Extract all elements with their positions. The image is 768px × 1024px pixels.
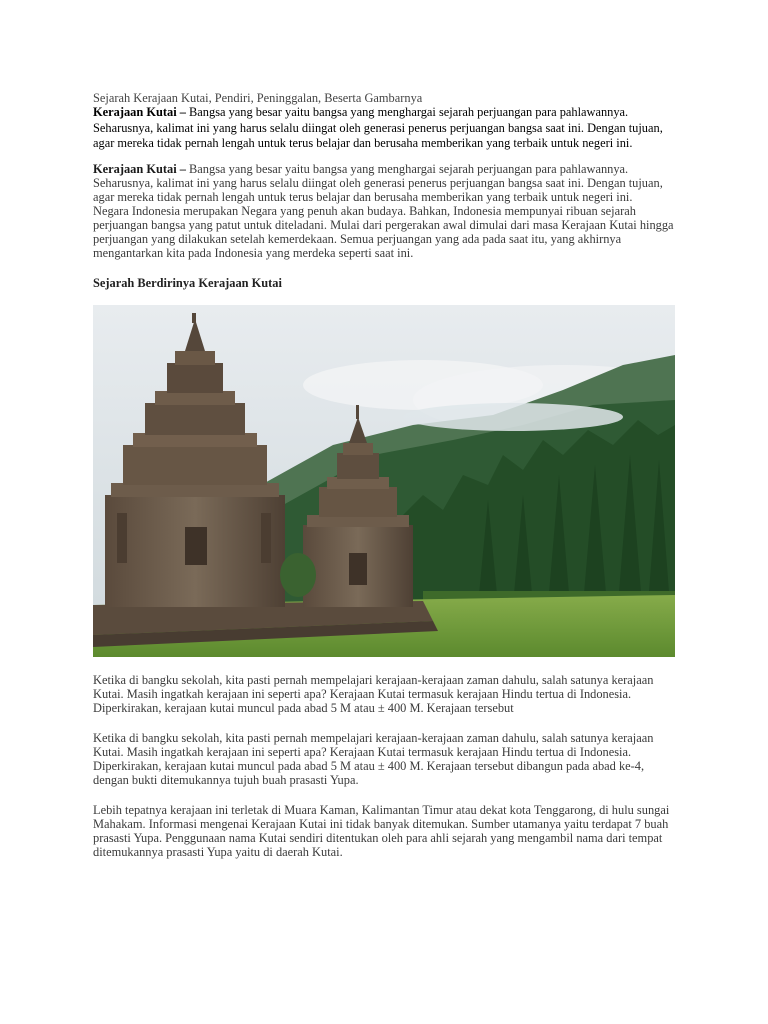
school-paragraph-1: Ketika di bangku sekolah, kita pasti pernah mempelajari kerajaan-kerajaan zaman dahulu, salah satunya kerajaan Kutai. Masih ingatkah kerajaan ini seperti apa? Kerajaan Kutai termasuk kerajaan Hindu tertua di Indonesia. Diperkirakan, kerajaan kutai muncul pada abad 5 M atau ± 400 M. Kerajaan tersebut [93,672,654,715]
intro-lead: Kerajaan Kutai – [93,105,186,119]
temple-photo [93,305,675,657]
location-paragraph: Lebih tepatnya kerajaan ini terletak di Muara Kaman, Kalimantan Timur atau dekat kota Tenggarong, di hulu sungai Mahakam. Informasi mengenai Kerajaan Kutai ini tidak banyak ditemukan. Sumber utamanya yaitu terdapat 7 buah prasasti Yupa. Penggunaan nama Kutai sendiri ditentukan oleh para ahli sejarah yang mengambil nama dari tempat ditemukannya prasasti Yupa yaitu di daerah Kutai. [93,802,670,859]
intro-repeat-paragraph [93,162,675,204]
intro-text: Bangsa yang besar yaitu bangsa yang menghargai sejarah perjuangan para pahlawannya. Seharusnya, kalimat ini yang harus selalu diingat oleh generasi penerus perjuangan bangsa saat ini. Dengan tujuan, agar mereka tidak pernah lengah untuk terus belajar dan berusaha memberikan yang terbaik untuk negeri ini. [93,105,663,150]
document-page [93,91,675,859]
document-title: Sejarah Kerajaan Kutai, Pendiri, Peninggalan, Beserta Gambarnya [93,91,423,105]
intro-repeat-text: Bangsa yang besar yaitu bangsa yang menghargai sejarah perjuangan para pahlawannya. Seharusnya, kalimat ini yang harus selalu diingat oleh generasi penerus perjuangan bangsa saat ini. Dengan tujuan, agar mereka tidak pernah lengah untuk terus belajar dan berusaha memberikan yang terbaik untuk negeri ini. [93,161,663,204]
intro-paragraph [93,105,675,152]
intro-repeat-lead: Kerajaan Kutai – [93,161,186,176]
school-paragraph-2: Ketika di bangku sekolah, kita pasti pernah mempelajari kerajaan-kerajaan zaman dahulu, salah satunya kerajaan Kutai. Masih ingatkah kerajaan ini seperti apa? Kerajaan Kutai termasuk kerajaan Hindu tertua di Indonesia. Diperkirakan, kerajaan kutai muncul pada abad 5 M atau ± 400 M. Kerajaan tersebut dibangun pada abad ke-4, dengan bukti ditemukannya tujuh buah prasasti Yupa. [93,730,654,787]
section-heading: Sejarah Berdirinya Kerajaan Kutai [93,275,282,290]
indonesia-paragraph: Negara Indonesia merupakan Negara yang penuh akan budaya. Bahkan, Indonesia mempunyai ribuan sejarah perjuangan bangsa yang patut untuk diteladani. Mulai dari pergerakan awal dimulai dari masa Kerajaan Kutai hingga perjuangan yang dilakukan setelah kemerdekaan. Semua perjuangan yang ada pada saat itu, yang akhirnya mengantarkan kita pada Indonesia yang merdeka seperti saat ini. [93,203,674,260]
